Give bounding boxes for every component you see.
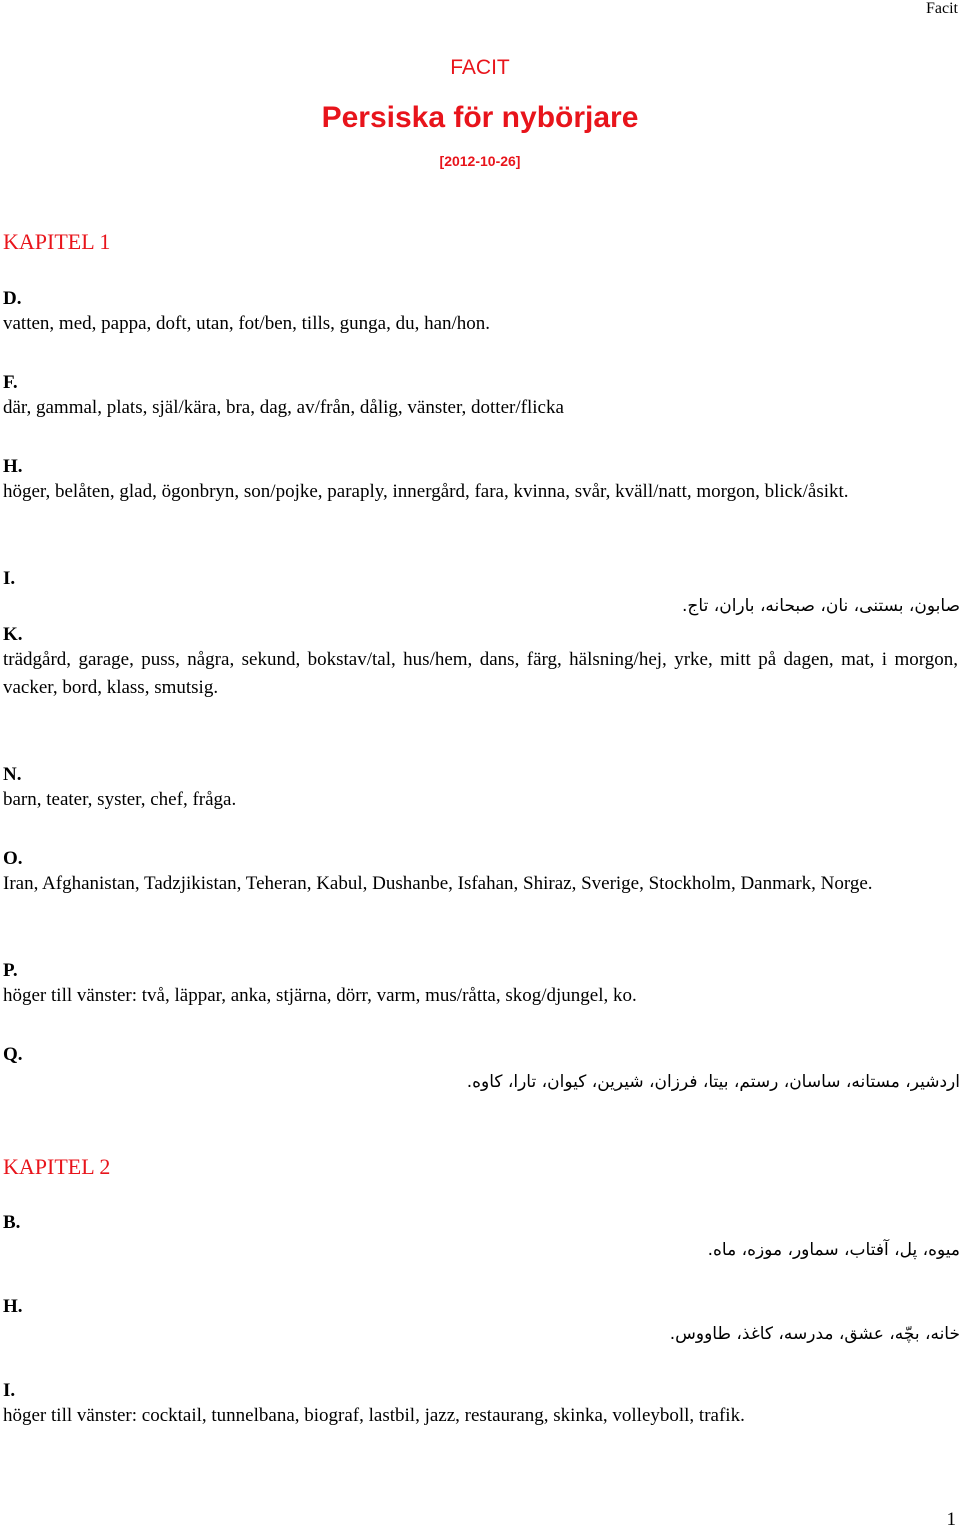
date-label: [2012-10-26] [439,153,521,169]
exercise-2i-answer: höger till vänster: cocktail, tunnelbana, biograf, lastbil, jazz, restaurang, skinka, volleyboll, trafik. [3,1405,745,1426]
exercise-k-answer: trädgård, garage, puss, några, sekund, bokstav/tal, hus/hem, dans, färg, hälsning/hej, yrke, mitt på dagen, mat, i morgon, vacker, bord, klass, smutsig. [3,649,958,698]
page-number: 1 [946,1509,956,1530]
exercise-h-label: H. [3,456,23,477]
chapter-1-heading: KAPITEL 1 [3,229,111,254]
exercise-i-label: I. [3,568,16,589]
exercise-2b-answer: میوه، پل، آفتاب، سماور، موزه، ماه. [707,1240,960,1260]
exercise-p-answer: höger till vänster: två, läppar, anka, stjärna, dörr, varm, mus/råtta, skog/djungel, ko. [3,985,637,1006]
exercise-f-answer: där, gammal, plats, själ/kära, bra, dag, av/från, dålig, vänster, dotter/flicka [3,397,564,418]
page-title: Persiska för nybörjare [321,101,639,134]
exercise-k-label: K. [3,624,23,645]
exercise-f-label: F. [3,372,18,393]
exercise-n-answer: barn, teater, syster, chef, fråga. [3,789,237,810]
exercise-d-answer: vatten, med, pappa, doft, utan, fot/ben, tills, gunga, du, han/hon. [3,313,491,334]
exercise-q-label: Q. [3,1044,23,1065]
exercise-o-answer: Iran, Afghanistan, Tadzjikistan, Teheran, Kabul, Dushanbe, Isfahan, Shiraz, Sverige, Stockholm, Danmark, Norge. [3,873,873,894]
exercise-2b-label: B. [3,1212,21,1233]
chapter-2-heading: KAPITEL 2 [3,1154,111,1179]
facit-label: FACIT [450,56,510,79]
exercise-p-label: P. [3,960,18,981]
exercise-2i-label: I. [3,1380,16,1401]
exercise-h-answer: höger, belåten, glad, ögonbryn, son/pojke, paraply, innergård, fara, kvinna, svår, kväll/natt, morgon, blick/åsikt. [3,481,849,502]
exercise-o-label: O. [3,848,23,869]
running-header: Facit [926,0,958,17]
exercise-n-label: N. [3,764,22,785]
exercise-i-answer: صابون، بستنی، نان، صبحانه، باران، تاج. [682,596,960,616]
exercise-2h-label: H. [3,1296,23,1317]
exercise-q-answer: اردشیر، مستانه، ساسان، رستم، بیتا، فرزان، شیرین، کیوان، تارا، کاوه. [466,1072,960,1092]
exercise-2h-answer: خانه، بچّه، عشق، مدرسه، کاغذ، طاووس. [669,1324,960,1344]
exercise-d-label: D. [3,288,22,309]
